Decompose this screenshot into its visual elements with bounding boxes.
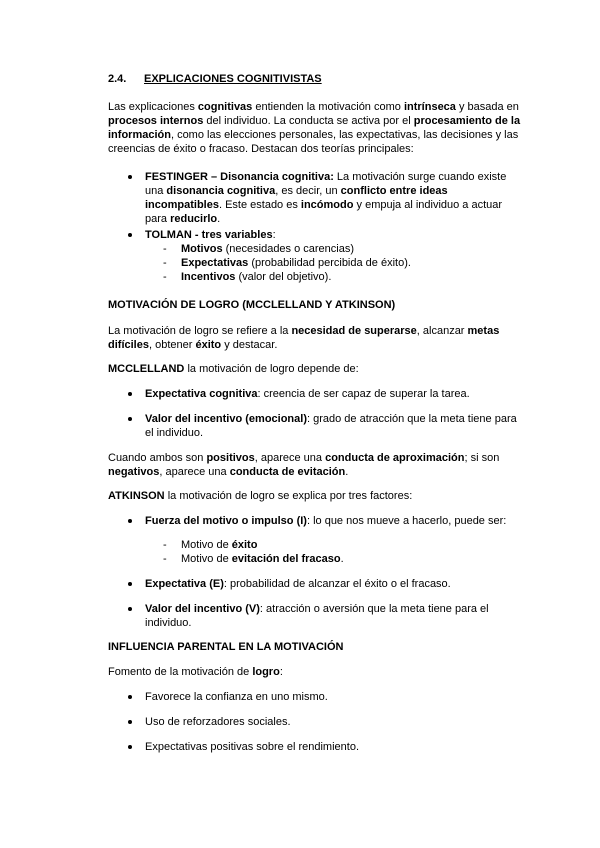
atkinson-sub-evitacion: Motivo de evitación del fracaso. <box>181 553 344 565</box>
atkinson-bullet-3-line-1: Valor del incentivo (V): atracción o aversión que la meta tiene para el <box>145 603 489 615</box>
bullet-dot <box>127 740 135 754</box>
parental-heading: INFLUENCIA PARENTAL EN LA MOTIVACIÓN <box>108 641 344 653</box>
festinger-line-1: FESTINGER – Disonancia cognitiva: La motivación surge cuando existe <box>145 171 507 183</box>
intro-line-3: información, como las elecciones personales, las expectativas, las decisiones y las <box>108 129 519 141</box>
intro-line-1: Las explicaciones cognitivas entienden la motivación como intrínseca y basada en <box>108 101 519 113</box>
atkinson-bullet-2: Expectativa (E): probabilidad de alcanzar el éxito o el fracaso. <box>145 578 451 590</box>
parental-item-2: Uso de reforzadores sociales. <box>145 716 291 728</box>
cuando-line-2: negativos, aparece una conducta de evitación. <box>108 466 349 478</box>
list-dash: - <box>163 553 167 565</box>
bullet-dot <box>127 514 135 528</box>
tolman-item-incentivos: Incentivos (valor del objetivo). <box>181 271 332 283</box>
bullet-dot <box>127 412 135 426</box>
bullet-dot <box>127 715 135 729</box>
festinger-line-3: incompatibles. Este estado es incómodo y empuja al individuo a actuar <box>145 199 503 211</box>
logro-heading: MOTIVACIÓN DE LOGRO (MCCLELLAND Y ATKINSON) <box>108 299 396 311</box>
atkinson-bullet-3-line-2: individuo. <box>145 617 192 629</box>
intro-line-4: creencias de éxito o fracaso. Destacan dos teorías principales: <box>108 143 414 155</box>
section-heading <box>108 72 322 86</box>
tolman-item-expectativas: Expectativas (probabilidad percibida de éxito). <box>181 257 411 269</box>
list-dash: - <box>163 257 167 269</box>
atkinson-sub-exito: Motivo de éxito <box>181 539 258 551</box>
mcclelland-bullet-1: Expectativa cognitiva: creencia de ser capaz de superar la tarea. <box>145 388 470 400</box>
list-dash: - <box>163 243 167 255</box>
parental-item-1: Favorece la confianza en uno mismo. <box>145 691 328 703</box>
section-number: 2.4. <box>108 73 127 85</box>
atkinson-line: ATKINSON la motivación de logro se explica por tres factores: <box>108 490 413 502</box>
festinger-line-2: una disonancia cognitiva, es decir, un conflicto entre ideas <box>145 185 448 197</box>
tolman-item-motivos: Motivos (necesidades o carencias) <box>181 243 355 255</box>
bullet-dot <box>127 228 135 242</box>
festinger-line-4: para reducirlo. <box>145 213 221 225</box>
section-title: EXPLICACIONES COGNITIVISTAS <box>144 73 322 85</box>
logro-line-2: difíciles, obtener éxito y destacar. <box>108 339 278 351</box>
bullet-dot <box>127 602 135 616</box>
bullet-dot <box>127 690 135 704</box>
bullet-dot <box>127 387 135 401</box>
list-dash: - <box>163 539 167 551</box>
atkinson-bullet-1: Fuerza del motivo o impulso (I): lo que nos mueve a hacerlo, puede ser: <box>145 515 507 527</box>
parental-item-3: Expectativas positivas sobre el rendimiento. <box>145 741 359 753</box>
list-dash: - <box>163 271 167 283</box>
cuando-line-1: Cuando ambos son positivos, aparece una conducta de aproximación; si son <box>108 452 500 464</box>
intro-line-2: procesos internos del individuo. La conducta se activa por el procesamiento de la <box>108 115 521 127</box>
bullet-dot <box>127 577 135 591</box>
bullet-dot <box>127 170 135 184</box>
parental-intro: Fomento de la motivación de logro: <box>108 666 283 678</box>
mcclelland-line: MCCLELLAND la motivación de logro depende de: <box>108 363 359 375</box>
tolman-line: TOLMAN - tres variables: <box>145 229 276 241</box>
mcclelland-bullet-2-line-1: Valor del incentivo (emocional): grado de atracción que la meta tiene para <box>145 413 517 425</box>
mcclelland-bullet-2-line-2: el individuo. <box>145 427 204 439</box>
logro-line-1: La motivación de logro se refiere a la necesidad de superarse, alcanzar metas <box>108 325 500 337</box>
